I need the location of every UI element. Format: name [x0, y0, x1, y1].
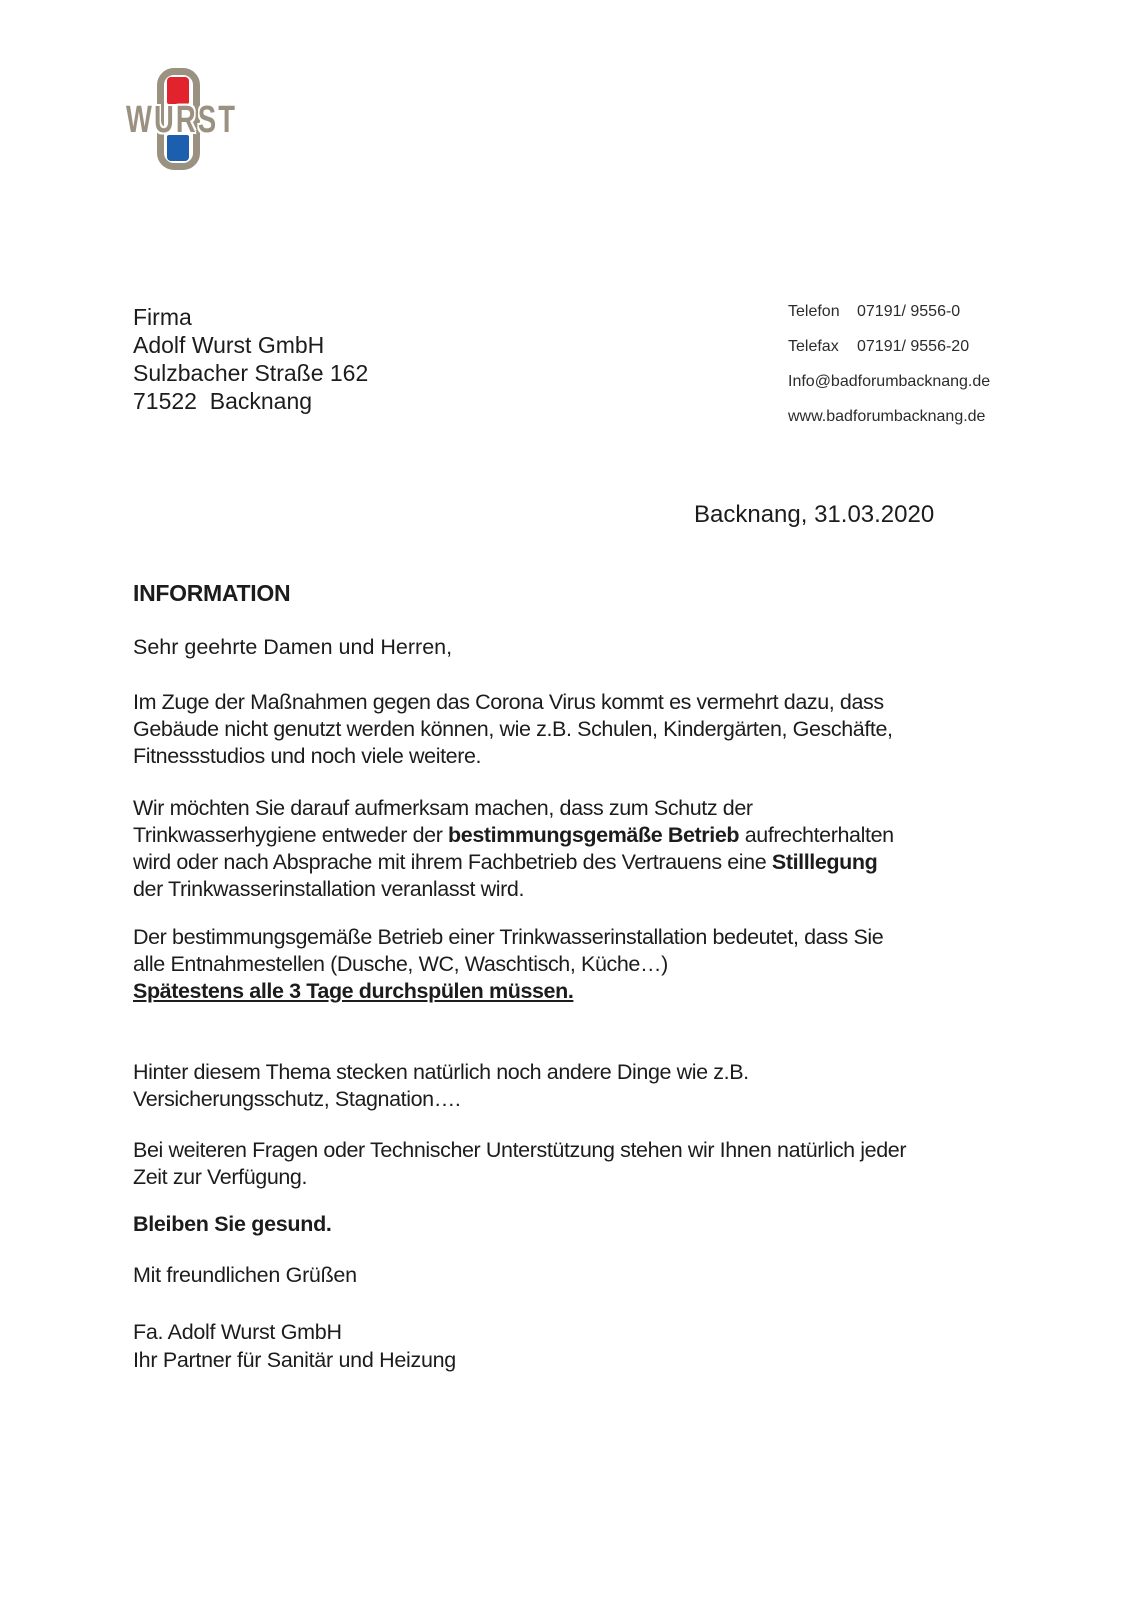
contact-label: Telefon: [788, 303, 840, 320]
paragraph-corona-measures: [133, 689, 1073, 770]
recipient-line-company: Adolf Wurst GmbH: [133, 332, 325, 358]
recipient-address: [133, 303, 368, 415]
body-text-bold-underline: Spätestens alle 3 Tage durchspülen müssen.: [133, 979, 574, 1003]
recipient-line-city: 71522 Backnang: [133, 388, 313, 414]
body-line: [133, 849, 1073, 876]
paragraph-other-topics: [133, 1059, 1073, 1113]
recipient-line-firma: Firma: [133, 304, 192, 330]
body-line: alle Entnahmestellen (Dusche, WC, Waschtisch, Küche…): [133, 952, 668, 976]
body-line: Im Zuge der Maßnahmen gegen das Corona Virus kommt es vermehrt dazu, dass: [133, 690, 884, 714]
contact-value-phone: 07191/ 9556-0: [857, 303, 961, 320]
closing-stay-healthy: Bleiben Sie gesund.: [133, 1212, 332, 1236]
contact-value-fax: 07191/ 9556-20: [857, 338, 970, 355]
body-line: Versicherungsschutz, Stagnation….: [133, 1087, 461, 1111]
body-text-bold: bestimmungsgemäße Betrieb: [448, 823, 740, 847]
body-line: Der bestimmungsgemäße Betrieb einer Trinkwasserinstallation bedeutet, dass Sie: [133, 925, 884, 949]
body-text: Trinkwasserhygiene entweder der: [133, 823, 449, 847]
signature-tagline: Ihr Partner für Sanitär und Heizung: [133, 1348, 456, 1372]
body-text: wird oder nach Absprache mit ihrem Fachbetrieb des Vertrauens eine: [133, 850, 772, 874]
recipient-line-street: Sulzbacher Straße 162: [133, 360, 369, 386]
body-line: Bei weiteren Fragen oder Technischer Unterstützung stehen wir Ihnen natürlich jeder: [133, 1138, 907, 1162]
date-line: Backnang, 31.03.2020: [694, 501, 935, 528]
body-line: der Trinkwasserinstallation veranlasst wird.: [133, 877, 525, 901]
salutation: Sehr geehrte Damen und Herren,: [133, 635, 453, 659]
signature-block: [133, 1318, 456, 1374]
company-logo: [127, 66, 239, 174]
body-line: Fitnessstudios und noch viele weitere.: [133, 744, 482, 768]
body-line: [133, 978, 1073, 1005]
paragraph-support-offer: [133, 1137, 1073, 1191]
paragraph-hygiene-notice: [133, 795, 1073, 903]
contact-row-email: [788, 373, 990, 392]
body-line: Wir möchten Sie darauf aufmerksam machen, dass zum Schutz der: [133, 796, 753, 820]
signature-company: Fa. Adolf Wurst GmbH: [133, 1320, 342, 1344]
letter-heading: INFORMATION: [133, 580, 291, 606]
closing-regards: Mit freundlichen Grüßen: [133, 1263, 357, 1287]
body-text: aufrechterhalten: [739, 823, 894, 847]
contact-row-telefax: [788, 338, 990, 357]
contact-row-telefon: [788, 303, 990, 322]
contact-label: Telefax: [788, 338, 839, 355]
contact-value-email: Info@badforumbacknang.de: [788, 373, 991, 390]
contact-row-website: [788, 408, 990, 427]
body-text-bold: Stilllegung: [771, 850, 878, 874]
body-line: Zeit zur Verfügung.: [133, 1165, 308, 1189]
contact-info: [788, 303, 990, 443]
body-line: [133, 822, 1073, 849]
body-line: Hinter diesem Thema stecken natürlich noch andere Dinge wie z.B.: [133, 1060, 749, 1084]
body-line: Gebäude nicht genutzt werden können, wie z.B. Schulen, Kindergärten, Geschäfte,: [133, 717, 893, 741]
paragraph-flushing-requirement: [133, 924, 1073, 1005]
contact-value-website: www.badforumbacknang.de: [788, 408, 986, 425]
wurst-wordmark: WURST: [126, 99, 238, 141]
